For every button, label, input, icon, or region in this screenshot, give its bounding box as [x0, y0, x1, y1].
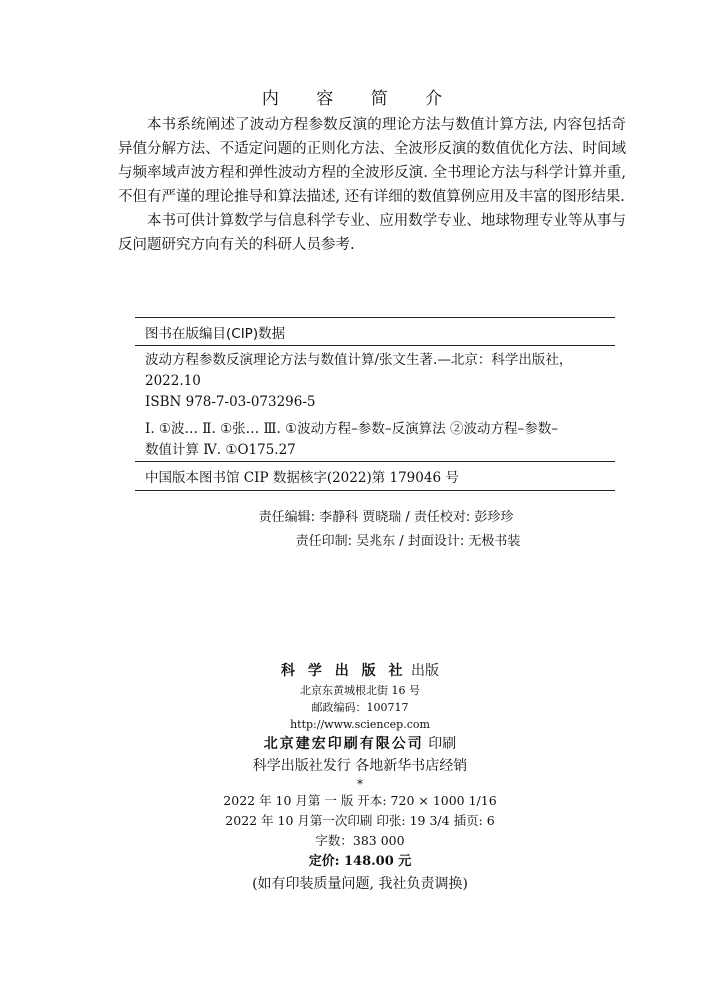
cip-classification-1: Ⅰ. ①波… Ⅱ. ①张… Ⅲ. ①波动方程–参数–反演算法 ②波动方程–参数–	[145, 421, 558, 437]
printer-name: 北京建宏印刷有限公司	[263, 736, 424, 752]
printing-line: 2022 年 10 月第一次印刷 印张: 19 3/4 插页: 6	[225, 813, 495, 828]
editors-line: 责任编辑: 李静科 贾晓瑞 / 责任校对: 彭珍珍	[258, 510, 514, 525]
publisher-suffix: 出版	[410, 663, 439, 679]
cip-isbn: ISBN 978-7-03-073296-5	[145, 394, 316, 410]
content-summary	[118, 113, 626, 257]
cip-body	[135, 346, 615, 461]
edition-line: 2022 年 10 月第 一 版 开本: 720 × 1000 1/16	[223, 793, 497, 808]
imprint-block	[0, 660, 720, 895]
quality-notice: (如有印装质量问题, 我社负责调换)	[252, 876, 468, 892]
publisher-name: 科 学 出 版 社	[281, 663, 407, 679]
publisher-line	[0, 660, 720, 682]
distribution-line: 科学出版社发行 各地新华书店经销	[252, 758, 468, 774]
printer-suffix: 印刷	[428, 736, 457, 752]
editorial-staff	[0, 506, 720, 554]
price: 定价: 148.00 元	[308, 854, 412, 869]
cip-title-line: 波动方程参数反演理论方法与数值计算/张文生著.—北京：科学出版社，	[145, 352, 573, 368]
cip-classification-2: 数值计算 Ⅳ. ①O175.27	[145, 442, 296, 458]
publisher-postcode: 邮政编码：100717	[311, 701, 409, 714]
separator-star: *	[357, 777, 363, 791]
cip-heading: 图书在版编目(CIP)数据	[135, 318, 615, 346]
production-line: 责任印制: 吴兆东 / 封面设计: 无极书装	[295, 534, 521, 549]
publisher-url: http://www.sciencep.com	[290, 718, 430, 731]
word-count: 字数：383 000	[315, 833, 405, 848]
publisher-address: 北京东黄城根北街 16 号	[300, 684, 420, 697]
summary-paragraph-1: 本书系统阐述了波动方程参数反演的理论方法与数值计算方法, 内容包括奇异值分解方法、不适定问题的正则化方法、全波形反演的数值优化方法、时间域与频率域声波方程和弹性波动方程的全波形反演. 全书理论方法与科学计算并重, 不但有严谨的理论推导和算法描述, 还有详细的数值算例应用及丰富的图形结果.	[118, 117, 626, 205]
printer-line	[0, 733, 720, 755]
cip-data-box	[135, 317, 615, 491]
cip-date-line: 2022.10	[145, 373, 201, 389]
page-title: 内 容 简 介	[261, 89, 459, 109]
cip-record-number: 中国版本图书馆 CIP 数据核字(2022)第 179046 号	[135, 461, 615, 490]
summary-paragraph-2: 本书可供计算数学与信息科学专业、应用数学专业、地球物理专业等从事与反问题研究方向有关的科研人员参考.	[118, 213, 626, 253]
